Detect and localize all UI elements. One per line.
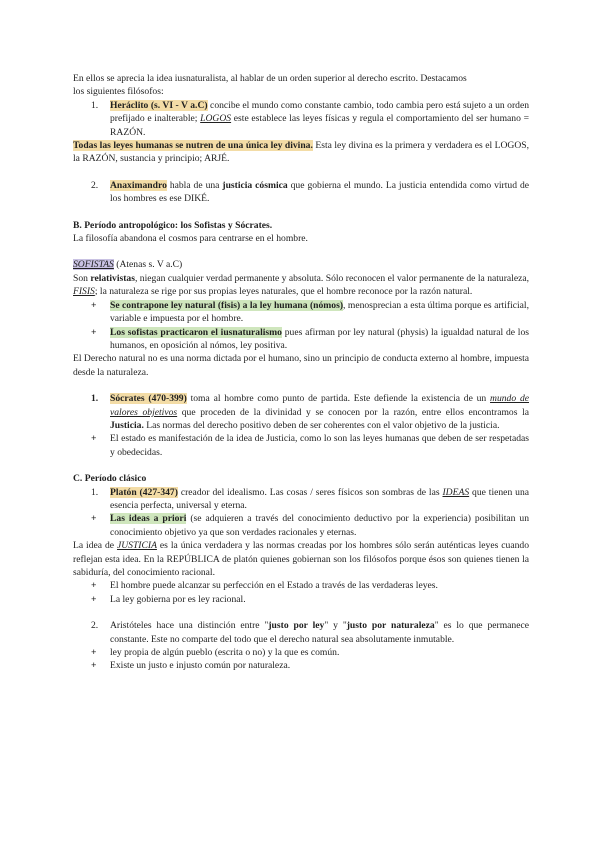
bullet-item: + Los sofistas practicaron el iusnaturalismo pues afirman por ley natural (physis) la igualdad natural de los humanos, en oposición al nómos, ley positiva.: [91, 326, 530, 351]
bullet-marker: +: [91, 647, 97, 659]
list-number: 2.: [91, 620, 99, 632]
bullet-item: + El estado es manifestación de la idea de Justicia, como lo son las leyes humanas que deben de ser respetadas y obedecidas.: [91, 433, 529, 458]
bullet-marker: +: [91, 660, 97, 672]
bullet-marker: +: [91, 326, 97, 338]
derecho-natural-paragraph: El Derecho natural no es una norma dictada por el humano, sino un principio de conducta externo al hombre, impuesta desde la naturaleza.: [73, 353, 529, 378]
term-ideas: IDEAS: [442, 486, 470, 498]
highlight-iusnaturalismo: Los sofistas practicaron el iusnaturalismo: [110, 326, 282, 338]
highlight-ideas-a-priori: Las ideas a priori: [110, 513, 187, 525]
philosopher-name-anaximandro: Anaximandro: [110, 179, 167, 191]
sofistas-heading: SOFISTAS (Atenas s. V a.C): [73, 259, 183, 271]
list-item-platon: 1. Platón (427-347) creador del idealismo. Las cosas / seres físicos son sombras de las IDEAS que tienen una esencia perfecta, universal y eterna.: [91, 486, 529, 511]
highlight-contrapone: Se contrapone ley natural (fisis) a la ley humana (nómos): [110, 299, 344, 311]
philosopher-name-heraclito: Heráclito (s. VI - V a.C): [110, 99, 208, 111]
list-number: 1.: [91, 486, 99, 498]
section-title-b: B. Período antropológico: los Sofistas y Sócrates.: [73, 219, 273, 231]
list-item-aristoteles: 2. Aristóteles hace una distinción entre "justo por ley" y "justo por naturaleza" es lo que permanece constante. Este no comparte del todo que el derecho natural sea absolutamente inmutable.: [91, 620, 529, 645]
term-logos: LOGOS: [200, 113, 232, 125]
term-mundo-valores: mundo de valores objetivos: [110, 393, 529, 418]
highlight-todas: Todas las leyes humanas se nutren de una única ley divina.: [73, 140, 313, 152]
list-item-heraclito: 1. Heráclito (s. VI - V a.C) concibe el mundo como constante cambio, todo cambia pero está sujeto a un orden prefijado e inalterable; LOGOS este establece las leyes físicas y regula el comportamiento del ser humano = RAZÓN.: [91, 99, 529, 138]
bullet-marker: +: [91, 513, 97, 525]
list-number: 1.: [91, 99, 99, 111]
bullet-marker: +: [91, 299, 97, 311]
list-item-anaximandro: 2. Anaximandro habla de una justicia cósmica que gobierna el mundo. La justicia entendida como virtud de los hombres es ese DIKÉ.: [91, 179, 530, 205]
intro-paragraph: En ellos se aprecia la idea iusnaturalista, al hablar de un orden superior al derecho escrito. Destacamos los siguientes filósofos:: [73, 73, 467, 98]
philosopher-name-socrates: Sócrates (470-399): [110, 393, 187, 405]
list-number: 1.: [91, 393, 99, 405]
bullet-item: + El hombre puede alcanzar su perfección en el Estado a través de las verdaderas leyes.: [91, 580, 438, 592]
list-item-socrates: 1. Sócrates (470-399) toma al hombre como punto de partida. Este defiende la existencia de un mundo de valores objetivos que proceden de la divinidad y se conocen por la razón, entre ellos encontramos la Justicia. Las normas del derecho positivo deben de ser coherentes con el valor objetivo de la justicia.: [91, 393, 529, 431]
bullet-item: + Existe un justo e injusto común por naturaleza.: [91, 660, 291, 672]
term-fisis: FISIS: [73, 286, 95, 298]
section-title-c: C. Período clásico: [73, 473, 147, 485]
bullet-item: + Las ideas a priori (se adquieren a través del conocimiento deductivo por la experiencia) posibilitan un conocimiento objetivo ya que son verdades racionales y eternas.: [91, 513, 529, 538]
justicia-paragraph: La idea de JUSTICIA es la única verdadera y las normas creadas por los hombres sólo serán auténticas leyes cuando reflejan esta idea. En la REPÚBLICA de platón quienes gobiernan son los filósofos porque ésos son quienes tienen la sabiduría, del conocimiento racional.: [73, 540, 529, 578]
term-sofistas: SOFISTAS: [73, 259, 114, 271]
list-number: 2.: [91, 179, 99, 191]
bullet-marker: +: [91, 433, 97, 445]
bullet-item: + La ley gobierna por es ley racional.: [91, 593, 246, 605]
philosopher-name-platon: Platón (427-347): [110, 486, 178, 498]
term-justicia: JUSTICIA: [116, 540, 157, 552]
section-b-intro: La filosofía abandona el cosmos para centrarse en el hombre.: [73, 233, 308, 245]
todas-paragraph: Todas las leyes humanas se nutren de una única ley divina. Esta ley divina es la primera y verdadera es el LOGOS, la RAZÓN, sustancia y principio; ARJÉ.: [73, 140, 529, 165]
bullet-marker: +: [91, 580, 97, 592]
bullet-item: + Se contrapone ley natural (fisis) a la ley humana (nómos), menosprecian a esta última porque es artificial, variable e impuesta por el hombre.: [91, 299, 529, 325]
sofistas-paragraph: Son relativistas, niegan cualquier verdad permanente y absoluta. Sólo reconocen el valor permanente de la naturaleza, FISIS; la naturaleza se rige por sus propias leyes naturales, que el hombre reconoce por la razón natural.: [73, 272, 529, 298]
bullet-item: + ley propia de algún pueblo (escrita o no) y la que es común.: [91, 647, 340, 659]
bullet-marker: +: [91, 593, 97, 605]
